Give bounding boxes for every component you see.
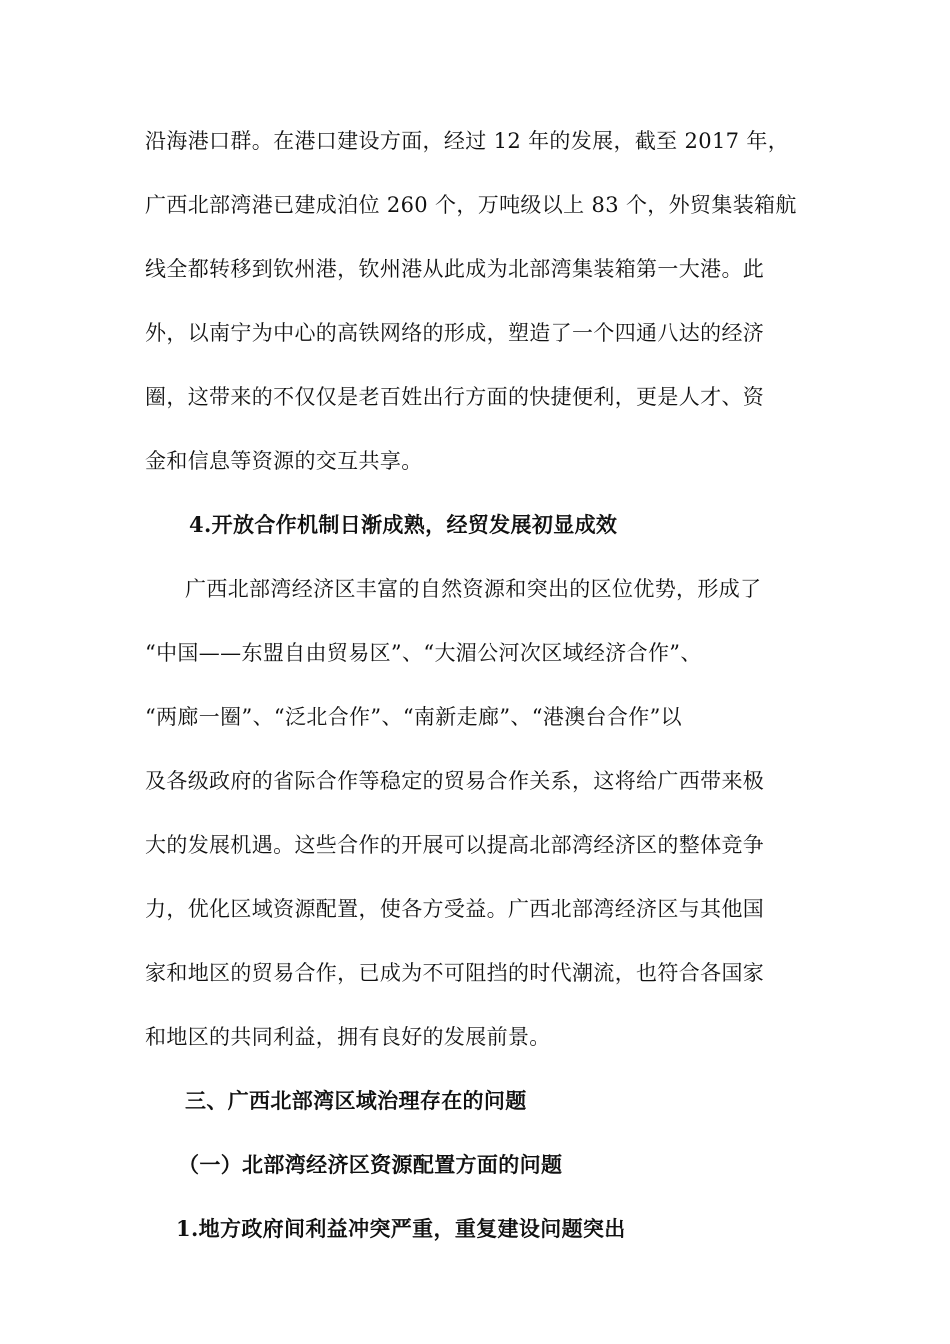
paragraph-line-6: 金和信息等资源的交互共享。 (145, 449, 423, 473)
paragraph-line-5: 圈，这带来的不仅仅是老百姓出行方面的快捷便利，更是人才、资 (145, 385, 765, 409)
subsection-heading-1: （一）北部湾经济区资源配置方面的问题 (178, 1152, 563, 1177)
paragraph-line-7: 广西北部湾经济区丰富的自然资源和突出的区位优势，形成了 (185, 577, 762, 601)
paragraph-line-12: 力，优化区域资源配置，使各方受益。广西北部湾经济区与其他国 (145, 897, 765, 921)
paragraph-line-14: 和地区的共同利益，拥有良好的发展前景。 (145, 1025, 551, 1049)
paragraph-line-8: “中国——东盟自由贸易区”、“大湄公河次区域经济合作”、 (145, 641, 702, 665)
paragraph-line-3: 线全都转移到钦州港，钦州港从此成为北部湾集装箱第一大港。此 (145, 257, 765, 281)
section-heading-4: 4.开放合作机制日渐成熟，经贸发展初显成效 (189, 512, 618, 537)
subsubsection-heading-1: 1.地方政府间利益冲突严重，重复建设问题突出 (176, 1216, 626, 1241)
paragraph-line-10: 及各级政府的省际合作等稳定的贸易合作关系，这将给广西带来极 (145, 769, 765, 793)
paragraph-line-4: 外，以南宁为中心的高铁网络的形成，塑造了一个四通八达的经济 (145, 321, 765, 345)
paragraph-line-9: “两廊一圈”、“泛北合作”、“南新走廊”、“港澳台合作”以 (145, 705, 683, 729)
paragraph-line-2: 广西北部湾港已建成泊位 260 个，万吨级以上 83 个，外贸集装箱航 (145, 193, 797, 217)
chapter-heading-3: 三、广西北部湾区域治理存在的问题 (185, 1088, 527, 1113)
paragraph-line-1: 沿海港口群。在港口建设方面，经过 12 年的发展，截至 2017 年， (145, 129, 790, 153)
paragraph-line-13: 家和地区的贸易合作，已成为不可阻挡的时代潮流，也符合各国家 (145, 961, 765, 985)
paragraph-line-11: 大的发展机遇。这些合作的开展可以提高北部湾经济区的整体竞争 (145, 833, 765, 857)
